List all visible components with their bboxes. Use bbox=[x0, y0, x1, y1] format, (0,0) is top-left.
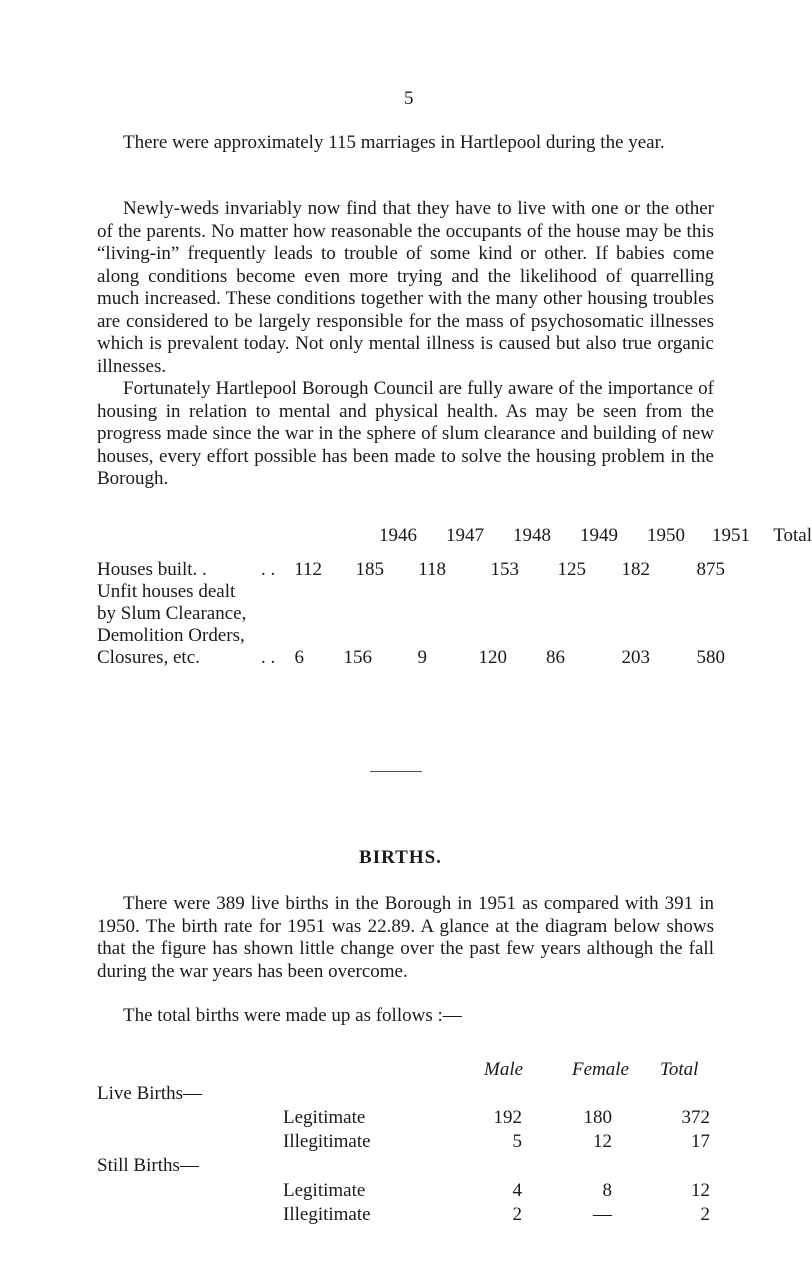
houses-built-1950: 125 bbox=[557, 559, 586, 580]
row-label: Illegitimate bbox=[283, 1131, 371, 1152]
female-value: 12 bbox=[593, 1131, 612, 1152]
year-header: 1949 bbox=[580, 525, 618, 546]
unfit-1947: 156 bbox=[343, 647, 372, 668]
female-value: 180 bbox=[583, 1107, 612, 1128]
births-para-text: There were 389 live births in the Borough in 1951 as compared with 391 in 1950. The birth rate for 1951 was 22.89. A glance at the diagram below shows that the figure has shown little change over the past few years although the fall during the war years has been overcome. bbox=[97, 893, 714, 982]
total-header: Total bbox=[773, 525, 812, 546]
unfit-label-line: Demolition Orders, bbox=[97, 625, 245, 646]
housing-paragraph bbox=[97, 378, 714, 491]
unfit-1951: 203 bbox=[621, 647, 650, 668]
total-value: 12 bbox=[691, 1180, 710, 1201]
marriages-paragraph bbox=[97, 132, 714, 155]
male-value: 2 bbox=[512, 1204, 522, 1225]
houses-built-1948: 118 bbox=[418, 559, 446, 580]
unfit-label-line: by Slum Clearance, bbox=[97, 603, 247, 624]
still-births-label: Still Births— bbox=[97, 1155, 199, 1176]
male-value: 192 bbox=[493, 1107, 522, 1128]
houses-built-1951: 182 bbox=[621, 559, 650, 580]
total-value: 17 bbox=[691, 1131, 710, 1152]
year-header: 1947 bbox=[446, 525, 484, 546]
year-header: 1946 bbox=[379, 525, 417, 546]
newly-weds-paragraph bbox=[97, 198, 714, 378]
live-births-label: Live Births— bbox=[97, 1083, 203, 1104]
row-label: Legitimate bbox=[283, 1107, 366, 1128]
para1-text: Newly-weds invariably now find that they have to live with one or the other of the parents. No matter how reasonable the occupants of the house may be this “living-in” frequently leads to trouble of some kind or other. If babies come along conditions become even more trying and the likelihood of quarrelling much increased. These conditions together with the many other housing troubles are considered to be largely responsible for the mass of psychosomatic illnesses which is prevalent today. Not only mental illness is caused but also true organic illnesses. bbox=[97, 198, 714, 377]
section-divider bbox=[370, 771, 422, 772]
total-value: 372 bbox=[681, 1107, 710, 1128]
houses-built-1949: 153 bbox=[490, 559, 519, 580]
female-header: Female bbox=[572, 1059, 629, 1080]
female-value: — bbox=[593, 1204, 612, 1225]
unfit-1949: 120 bbox=[478, 647, 507, 668]
male-value: 4 bbox=[512, 1180, 522, 1201]
unfit-label-line: Closures, etc. bbox=[97, 647, 200, 668]
births-intro-paragraph bbox=[97, 1005, 714, 1028]
female-value: 8 bbox=[602, 1180, 612, 1201]
births-paragraph bbox=[97, 893, 714, 983]
unfit-1950: 86 bbox=[546, 647, 565, 668]
male-value: 5 bbox=[512, 1131, 522, 1152]
unfit-label-line: Unfit houses dealt bbox=[97, 581, 236, 602]
births-heading: BIRTHS. bbox=[359, 847, 442, 868]
year-header: 1948 bbox=[513, 525, 551, 546]
dot-leader: . . bbox=[261, 647, 276, 668]
houses-built-label: Houses built. . bbox=[97, 559, 207, 580]
unfit-1946: 6 bbox=[294, 647, 304, 668]
unfit-total: 580 bbox=[696, 647, 725, 668]
para2-text: Fortunately Hartlepool Borough Council are fully aware of the importance of housing in relation to mental and physical health. As may be seen from the progress made since the war in the sphere of slum clearance and building of new houses, every effort possible has been made to solve the housing problem in the Borough. bbox=[97, 378, 714, 489]
page-number: 5 bbox=[404, 88, 414, 109]
male-header: Male bbox=[484, 1059, 524, 1080]
houses-built-1946: 112 bbox=[294, 559, 322, 580]
dot-leader: . . bbox=[261, 559, 276, 580]
year-header: 1950 bbox=[647, 525, 685, 546]
row-label: Legitimate bbox=[283, 1180, 366, 1201]
houses-built-total: 875 bbox=[696, 559, 725, 580]
houses-built-1947: 185 bbox=[355, 559, 384, 580]
row-label: Illegitimate bbox=[283, 1204, 371, 1225]
total-value: 2 bbox=[700, 1204, 710, 1225]
intro-text: There were approximately 115 marriages in Hartlepool during the year. bbox=[123, 132, 665, 153]
unfit-1948: 9 bbox=[417, 647, 427, 668]
year-header: 1951 bbox=[712, 525, 750, 546]
total-header: Total bbox=[660, 1059, 699, 1080]
births-intro-text: The total births were made up as follows :— bbox=[123, 1005, 462, 1026]
